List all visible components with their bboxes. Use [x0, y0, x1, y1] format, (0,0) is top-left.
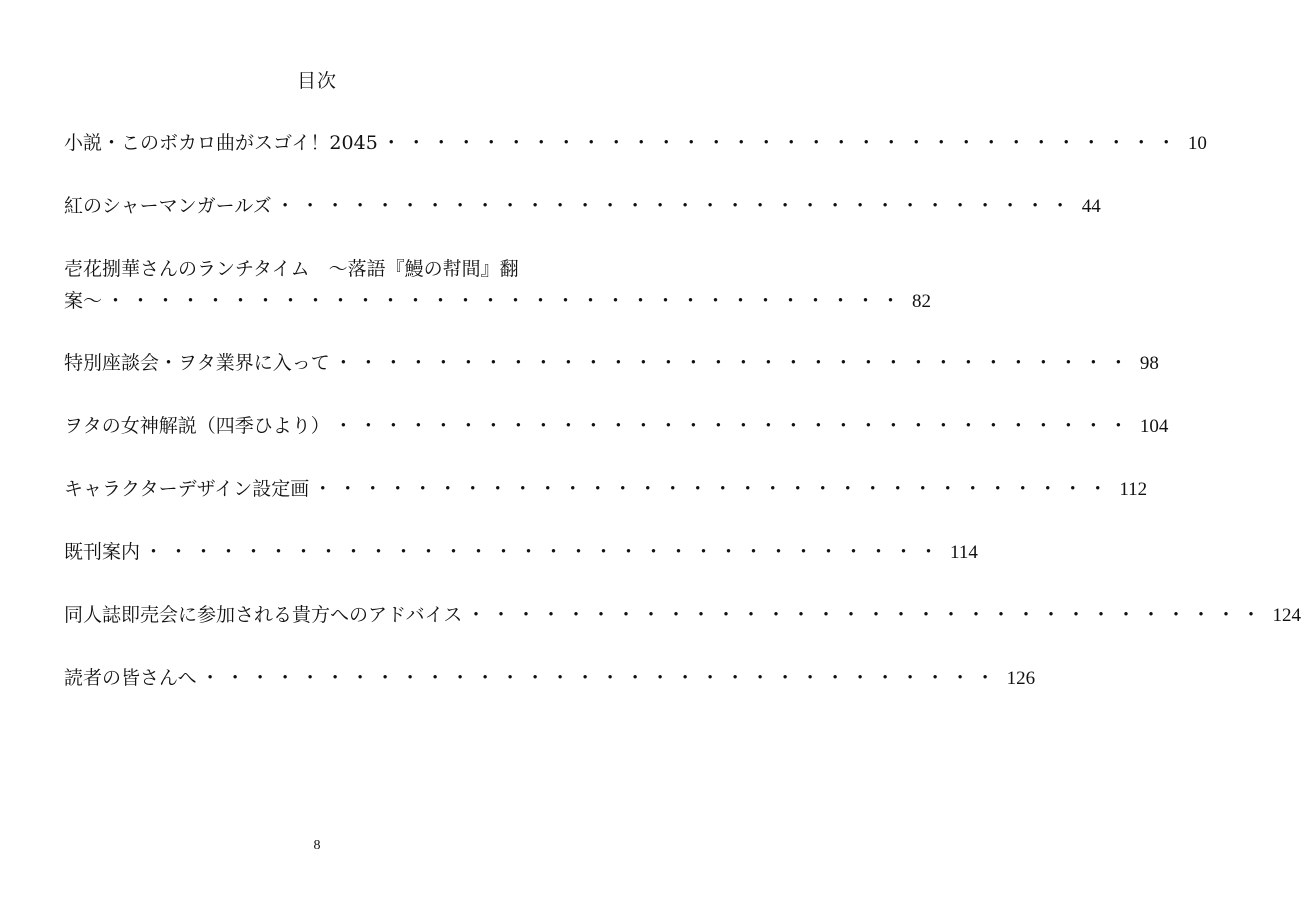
toc-entry: [64, 473, 1148, 505]
toc-entry-title: キャラクターデザイン設定画: [64, 478, 310, 500]
toc-entry-page: 10: [1187, 133, 1207, 154]
dot-leader: ・・・・・・・・・・・・・・・・・・・・・・・・・・・・・・・・: [466, 604, 1267, 626]
toc-entry-page: 114: [950, 542, 978, 563]
toc-entry: [64, 190, 1101, 222]
toc-entry-title: 壱花捌華さんのランチタイム ～落語『鰻の幇間』翻: [64, 258, 519, 280]
toc-entry-title-continued: 案～: [64, 290, 103, 312]
dot-leader: ・・・・・・・・・・・・・・・・・・・・・・・・・・・・・・・・: [200, 667, 1001, 689]
toc-entry-title: 特別座談会・ヲタ業界に入って: [64, 352, 330, 374]
toc-entry: [64, 536, 978, 568]
page-number: 8: [313, 838, 321, 853]
toc-title: 目次: [296, 70, 337, 92]
toc-entry: [64, 253, 932, 317]
dot-leader: ・・・・・・・・・・・・・・・・・・・・・・・・・・・・・・・・: [333, 415, 1134, 437]
dot-leader: ・・・・・・・・・・・・・・・・・・・・・・・・・・・・・・・・: [381, 132, 1182, 154]
dot-leader: ・・・・・・・・・・・・・・・・・・・・・・・・・・・・・・・・: [333, 352, 1134, 374]
dot-leader: ・・・・・・・・・・・・・・・・・・・・・・・・・・・・・・・・: [275, 195, 1076, 217]
toc-entry-page: 98: [1139, 353, 1159, 374]
toc-entry: [64, 127, 1207, 159]
toc-entry-page: 44: [1081, 196, 1101, 217]
toc-entry-title: 紅のシャーマンガールズ: [64, 195, 272, 217]
dot-leader: ・・・・・・・・・・・・・・・・・・・・・・・・・・・・・・・・: [313, 478, 1114, 500]
dot-leader: ・・・・・・・・・・・・・・・・・・・・・・・・・・・・・・・・: [106, 290, 907, 312]
dot-leader: ・・・・・・・・・・・・・・・・・・・・・・・・・・・・・・・・: [144, 541, 945, 563]
toc-entry: [64, 599, 1301, 631]
toc-entry: [64, 347, 1159, 379]
toc-entry-page: 82: [912, 291, 932, 312]
toc-entry-page: 104: [1139, 416, 1169, 437]
toc-entry-page: 112: [1119, 479, 1148, 500]
toc-entry-title: 小説・このボカロ曲がスゴイ！2045: [64, 132, 378, 154]
toc-entry-title: 既刊案内: [64, 541, 141, 563]
toc-entry-title: ヲタの女神解説（四季ひより）: [64, 415, 330, 437]
toc-entry: [64, 662, 1036, 694]
toc-entry-page: 124: [1272, 605, 1301, 626]
toc-entry-title: 読者の皆さんへ: [64, 667, 197, 689]
toc-entry: [64, 410, 1169, 442]
toc-entry-title: 同人誌即売会に参加される貴方へのアドバイス: [64, 604, 463, 626]
toc-entry-page: 126: [1006, 668, 1036, 689]
